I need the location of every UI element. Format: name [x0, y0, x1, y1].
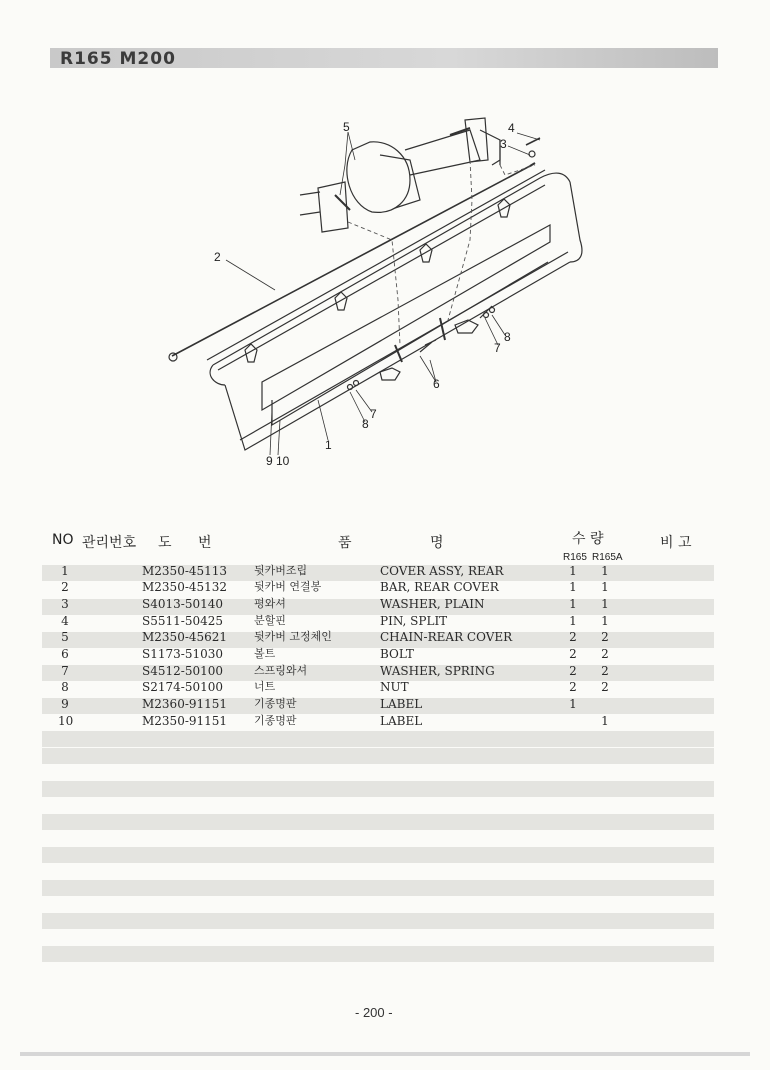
table-stripe	[42, 748, 714, 764]
row-part-number: M2350-45132	[142, 580, 228, 594]
table-stripe	[42, 913, 714, 929]
row-qty-r165: 1	[569, 580, 577, 594]
row-korean-name: 평와셔	[254, 597, 286, 610]
table-row	[42, 679, 714, 695]
row-qty-r165a: 1	[601, 580, 609, 594]
table-stripe	[42, 814, 714, 830]
row-english-name: WASHER, PLAIN	[380, 597, 485, 611]
row-qty-r165a: 1	[601, 714, 609, 728]
row-qty-r165a: 2	[601, 664, 609, 678]
table-row	[42, 696, 714, 712]
row-qty-r165: 2	[569, 630, 577, 644]
row-qty-r165: 2	[569, 647, 577, 661]
row-no: 8	[61, 680, 69, 694]
header-remarks: 비 고	[660, 535, 692, 551]
header-drawing-1: 도	[158, 535, 172, 551]
row-qty-r165a: 1	[601, 614, 609, 628]
header-qty-r165a: R165A	[592, 552, 623, 563]
table-stripe	[42, 731, 714, 747]
header-title: R165 M200	[60, 49, 176, 68]
row-qty-r165a: 2	[601, 647, 609, 661]
callout-9: 9	[266, 454, 273, 468]
callout-6: 6	[433, 377, 440, 391]
row-korean-name: 기종명판	[254, 714, 297, 727]
row-qty-r165a: 1	[601, 597, 609, 611]
header-bar	[50, 48, 718, 68]
header-drawing-2: 번	[198, 535, 212, 551]
row-english-name: CHAIN-REAR COVER	[380, 630, 513, 644]
row-no: 9	[61, 697, 69, 711]
table-stripe	[42, 946, 714, 962]
parts-diagram	[150, 110, 620, 490]
row-no: 5	[61, 630, 69, 644]
footer-bar	[20, 1052, 750, 1056]
row-no: 2	[61, 580, 69, 594]
row-part-number: S4013-50140	[142, 597, 223, 611]
row-no: 3	[61, 597, 69, 611]
row-no: 4	[61, 614, 69, 628]
header-no: NO	[52, 532, 74, 548]
row-english-name: PIN, SPLIT	[380, 614, 448, 628]
header-code: 관리번호	[82, 535, 137, 551]
row-qty-r165: 2	[569, 680, 577, 694]
table-row	[42, 613, 714, 629]
table-row	[42, 663, 714, 679]
callout-5: 5	[343, 120, 350, 134]
callout-7b: 7	[370, 407, 377, 421]
row-part-number: M2350-91151	[142, 714, 228, 728]
callout-7: 7	[494, 341, 501, 355]
table-row	[42, 596, 714, 612]
row-english-name: LABEL	[380, 714, 423, 728]
row-qty-r165: 1	[569, 564, 577, 578]
row-english-name: BAR, REAR COVER	[380, 580, 499, 594]
header-qty-r165: R165	[563, 552, 587, 563]
row-part-number: M2360-91151	[142, 697, 228, 711]
row-korean-name: 기종명판	[254, 697, 297, 710]
row-no: 10	[58, 714, 74, 728]
row-part-number: S1173-51030	[142, 647, 223, 661]
row-qty-r165: 1	[569, 597, 577, 611]
callout-4: 4	[508, 121, 515, 135]
callout-10: 10	[276, 454, 290, 468]
row-part-number: S2174-50100	[142, 680, 223, 694]
table-row	[42, 579, 714, 595]
table-row	[42, 713, 714, 729]
callout-8: 8	[504, 330, 511, 344]
row-qty-r165a: 1	[601, 564, 609, 578]
table-row	[42, 646, 714, 662]
row-qty-r165: 1	[569, 614, 577, 628]
row-no: 6	[61, 647, 69, 661]
table-stripe	[42, 781, 714, 797]
row-no: 1	[61, 564, 69, 578]
row-korean-name: 분할핀	[254, 614, 286, 627]
row-korean-name: 볼트	[254, 647, 276, 660]
table-row	[42, 629, 714, 645]
row-korean-name: 너트	[254, 680, 276, 693]
row-qty-r165: 2	[569, 664, 577, 678]
row-korean-name: 스프링와셔	[254, 664, 308, 677]
callout-8b: 8	[362, 417, 369, 431]
table-stripe	[42, 880, 714, 896]
header-qty: 수 량	[572, 531, 604, 547]
row-korean-name: 뒷카버 연결봉	[254, 580, 322, 593]
row-english-name: COVER ASSY, REAR	[380, 564, 504, 578]
row-qty-r165: 1	[569, 697, 577, 711]
row-part-number: M2350-45113	[142, 564, 228, 578]
row-korean-name: 뒷카버조립	[254, 564, 308, 577]
header-item-1: 품	[338, 535, 352, 551]
table-row	[42, 563, 714, 579]
callout-2: 2	[214, 250, 221, 264]
exploded-view-drawing	[150, 110, 620, 490]
row-korean-name: 뒷카버 고정체인	[254, 630, 332, 643]
callout-1: 1	[325, 438, 332, 452]
row-english-name: WASHER, SPRING	[380, 664, 495, 678]
row-part-number: S5511-50425	[142, 614, 223, 628]
row-no: 7	[61, 664, 69, 678]
row-english-name: LABEL	[380, 697, 423, 711]
page-number: - 200 -	[355, 1005, 393, 1020]
row-part-number: M2350-45621	[142, 630, 228, 644]
row-qty-r165a: 2	[601, 680, 609, 694]
callout-3: 3	[500, 137, 507, 151]
row-part-number: S4512-50100	[142, 664, 223, 678]
table-stripe	[42, 847, 714, 863]
row-english-name: BOLT	[380, 647, 414, 661]
header-item-2: 명	[430, 535, 444, 551]
row-qty-r165a: 2	[601, 630, 609, 644]
row-english-name: NUT	[380, 680, 409, 694]
